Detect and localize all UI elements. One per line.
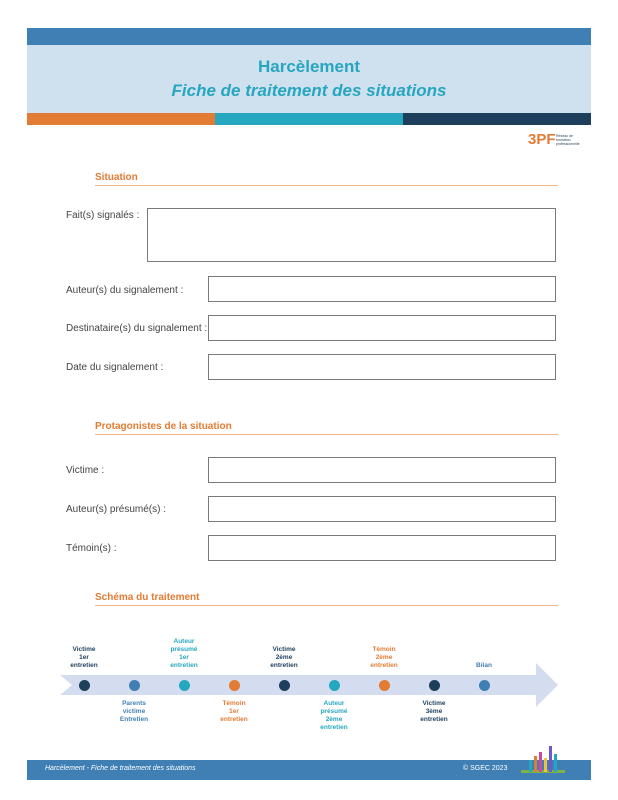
timeline-step-label: Parents victime Entretien [119,700,149,723]
timeline-dot [79,680,90,691]
footer-pencils-icon [521,740,565,780]
label-date-signalement: Date du signalement : [66,362,164,373]
timeline-step-label: Victime 3ème entretien [420,700,448,723]
timeline-dot [279,680,290,691]
section-title-protagonistes: Protagonistes de la situation [95,421,232,432]
timeline-step-label: Auteur présumé 2ème entretien [320,700,348,731]
timeline-step-label: Témoin 2ème entretien [370,646,398,669]
timeline-dot [129,680,140,691]
label-auteur-signalement: Auteur(s) du signalement : [66,285,184,296]
timeline-dot [429,680,440,691]
logo-text: 3PF [528,131,556,148]
footer-bar [27,760,591,780]
page-title: Harcèlement [257,57,361,76]
timeline-dot [379,680,390,691]
timeline-step-label: Victime 2ème entretien [270,646,298,669]
label-temoins: Témoin(s) : [66,543,117,554]
footer-title: Harcèlement - Fiche de traitement des situations [45,765,196,772]
section-title-schema: Schéma du traitement [95,592,200,603]
timeline-step-label: Auteur présumé 1er entretien [170,638,198,669]
page-subtitle: Fiche de traitement des situations [171,81,447,100]
label-auteurs-presumes: Auteur(s) présumé(s) : [66,504,167,515]
timeline-step-label: Victime 1er entretien [70,646,98,669]
logo-subtext: Réseau de formation professionnelle [556,134,580,146]
section-title-situation: Situation [95,172,138,183]
timeline-dot [179,680,190,691]
label-destinataire-signalement: Destinataire(s) du signalement : [66,323,208,334]
timeline-dot [229,680,240,691]
footer-copyright: © SGEC 2023 [463,765,508,772]
label-faits-signales: Fait(s) signalés : [66,210,140,221]
timeline-step-label: Témoin 1er entretien [220,700,248,723]
timeline-dot [329,680,340,691]
timeline-step-label: Bilan [476,662,492,669]
label-victime: Victime : [66,465,105,476]
timeline-dot [479,680,490,691]
